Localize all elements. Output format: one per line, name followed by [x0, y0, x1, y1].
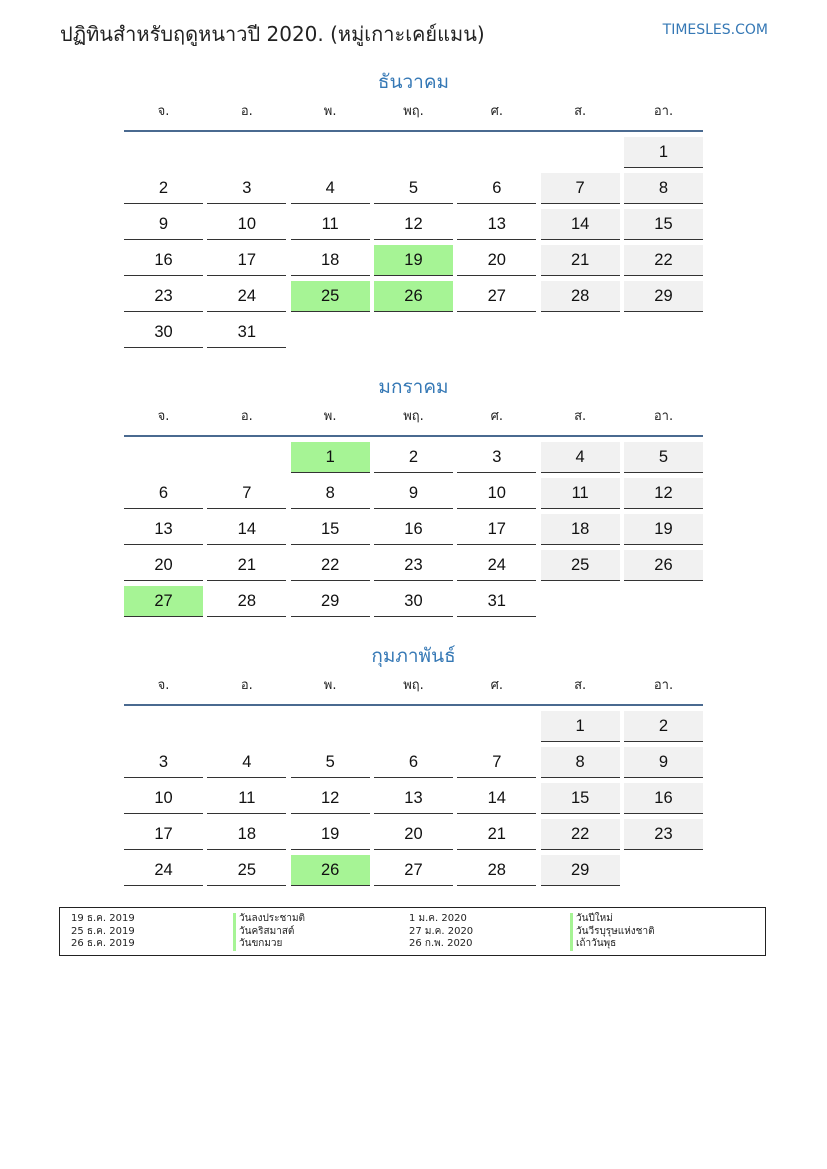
legend-date: 26 ก.พ. 2020 [409, 938, 473, 949]
empty-cell [457, 711, 536, 742]
day-cell: 24 [124, 855, 203, 886]
day-cell: 30 [124, 317, 203, 348]
holiday-legend [59, 907, 766, 956]
legend-date: 26 ธ.ค. 2019 [71, 938, 135, 949]
day-cell: 17 [457, 514, 536, 545]
day-cell: 23 [374, 550, 453, 581]
day-cell: 28 [457, 855, 536, 886]
weekday-label: พ. [323, 104, 337, 119]
month-name: มกราคม [378, 376, 449, 398]
days-grid [124, 137, 703, 348]
legend-holiday-name: วันคริสมาสต์ [233, 926, 305, 939]
weekday-label: อ. [240, 104, 253, 119]
legend-dates-2 [409, 913, 473, 951]
weekday-header [124, 671, 703, 706]
day-cell: 8 [541, 747, 620, 778]
day-cell: 15 [624, 209, 703, 240]
day-cell: 16 [374, 514, 453, 545]
legend-holiday-name: วันปีใหม่ [570, 913, 655, 926]
day-cell: 12 [374, 209, 453, 240]
legend-holiday-name: วันวีรบุรุษแห่งชาติ [570, 926, 655, 939]
holiday-day-cell: 1 [291, 442, 370, 473]
day-cell: 22 [541, 819, 620, 850]
days-grid [124, 442, 703, 617]
day-cell: 2 [374, 442, 453, 473]
day-cell: 7 [207, 478, 286, 509]
day-cell: 27 [457, 281, 536, 312]
day-cell: 26 [624, 550, 703, 581]
day-cell: 10 [457, 478, 536, 509]
empty-cell [124, 711, 203, 742]
day-cell: 5 [291, 747, 370, 778]
month-january [124, 372, 703, 617]
weekday-label: อา. [653, 104, 674, 119]
site-link[interactable]: TIMESLES.COM [662, 22, 768, 38]
day-cell: 4 [207, 747, 286, 778]
day-cell: 17 [207, 245, 286, 276]
legend-holiday-name: เถ้าวันพุธ [570, 938, 655, 951]
day-cell: 17 [124, 819, 203, 850]
day-cell: 28 [541, 281, 620, 312]
legend-names-2 [570, 913, 655, 951]
day-cell: 23 [624, 819, 703, 850]
empty-cell [291, 137, 370, 168]
days-grid [124, 711, 703, 886]
legend-date: 1 ม.ค. 2020 [409, 913, 467, 924]
day-cell: 1 [624, 137, 703, 168]
day-cell: 19 [624, 514, 703, 545]
day-cell: 21 [207, 550, 286, 581]
day-cell: 27 [374, 855, 453, 886]
empty-cell [207, 442, 286, 473]
day-cell: 16 [624, 783, 703, 814]
day-cell: 6 [457, 173, 536, 204]
weekday-label: พ. [323, 409, 337, 424]
day-cell: 9 [124, 209, 203, 240]
day-cell: 2 [624, 711, 703, 742]
day-cell: 10 [124, 783, 203, 814]
weekday-label: พ. [323, 678, 337, 693]
empty-cell [457, 137, 536, 168]
day-cell: 13 [457, 209, 536, 240]
day-cell: 5 [374, 173, 453, 204]
day-cell: 3 [207, 173, 286, 204]
weekday-header [124, 97, 703, 132]
day-cell: 23 [124, 281, 203, 312]
day-cell: 8 [291, 478, 370, 509]
day-cell: 11 [541, 478, 620, 509]
day-cell: 31 [207, 317, 286, 348]
weekday-label: จ. [157, 104, 170, 119]
legend-date: 19 ธ.ค. 2019 [71, 913, 135, 924]
month-december [124, 67, 703, 348]
weekday-label: ศ. [490, 104, 503, 119]
legend-date: 27 ม.ค. 2020 [409, 925, 474, 937]
day-cell: 18 [207, 819, 286, 850]
empty-cell [124, 442, 203, 473]
day-cell: 18 [291, 245, 370, 276]
weekday-header [124, 402, 703, 437]
day-cell: 3 [457, 442, 536, 473]
day-cell: 15 [541, 783, 620, 814]
day-cell: 9 [374, 478, 453, 509]
day-cell: 22 [624, 245, 703, 276]
holiday-day-cell: 19 [374, 245, 453, 276]
day-cell: 1 [541, 711, 620, 742]
weekday-label: อา. [653, 678, 674, 693]
day-cell: 2 [124, 173, 203, 204]
day-cell: 13 [124, 514, 203, 545]
day-cell: 12 [291, 783, 370, 814]
month-name: กุมภาพันธ์ [371, 645, 456, 667]
day-cell: 3 [124, 747, 203, 778]
day-cell: 11 [291, 209, 370, 240]
month-name: ธันวาคม [377, 71, 450, 93]
day-cell: 25 [541, 550, 620, 581]
day-cell: 8 [624, 173, 703, 204]
day-cell: 14 [207, 514, 286, 545]
day-cell: 16 [124, 245, 203, 276]
weekday-label: พฤ. [403, 409, 424, 424]
holiday-day-cell: 27 [124, 586, 203, 617]
day-cell: 4 [541, 442, 620, 473]
legend-holiday-name: วันขกมวย [233, 938, 305, 951]
day-cell: 28 [207, 586, 286, 617]
holiday-day-cell: 25 [291, 281, 370, 312]
day-cell: 7 [541, 173, 620, 204]
empty-cell [207, 711, 286, 742]
weekday-label: ศ. [490, 678, 503, 693]
day-cell: 19 [291, 819, 370, 850]
empty-cell [291, 711, 370, 742]
holiday-day-cell: 26 [291, 855, 370, 886]
weekday-label: จ. [157, 678, 170, 693]
day-cell: 4 [291, 173, 370, 204]
day-cell: 20 [457, 245, 536, 276]
weekday-label: พฤ. [403, 104, 424, 119]
day-cell: 29 [291, 586, 370, 617]
weekday-label: อ. [240, 678, 253, 693]
day-cell: 10 [207, 209, 286, 240]
day-cell: 29 [624, 281, 703, 312]
weekday-label: ส. [574, 104, 587, 119]
weekday-label: อา. [653, 409, 674, 424]
day-cell: 14 [457, 783, 536, 814]
day-cell: 13 [374, 783, 453, 814]
day-cell: 18 [541, 514, 620, 545]
day-cell: 20 [374, 819, 453, 850]
month-february [124, 641, 703, 886]
empty-cell [207, 137, 286, 168]
empty-cell [124, 137, 203, 168]
day-cell: 11 [207, 783, 286, 814]
day-cell: 7 [457, 747, 536, 778]
legend-names-1 [233, 913, 305, 951]
weekday-label: พฤ. [403, 678, 424, 693]
empty-cell [541, 137, 620, 168]
day-cell: 24 [457, 550, 536, 581]
day-cell: 25 [207, 855, 286, 886]
empty-cell [374, 137, 453, 168]
page-title: ปฏิทินสำหรับฤดูหนาวปี 2020. (หมู่เกาะเคย์แมน) [60, 22, 485, 46]
day-cell: 31 [457, 586, 536, 617]
legend-date: 25 ธ.ค. 2019 [71, 925, 135, 937]
day-cell: 5 [624, 442, 703, 473]
day-cell: 21 [541, 245, 620, 276]
day-cell: 12 [624, 478, 703, 509]
day-cell: 15 [291, 514, 370, 545]
weekday-label: ส. [574, 409, 587, 424]
day-cell: 22 [291, 550, 370, 581]
day-cell: 30 [374, 586, 453, 617]
day-cell: 9 [624, 747, 703, 778]
day-cell: 24 [207, 281, 286, 312]
legend-holiday-name: วันลงประชามติ [233, 913, 305, 926]
day-cell: 6 [124, 478, 203, 509]
weekday-label: จ. [157, 409, 170, 424]
day-cell: 20 [124, 550, 203, 581]
day-cell: 14 [541, 209, 620, 240]
weekday-label: ส. [574, 678, 587, 693]
weekday-label: อ. [240, 409, 253, 424]
legend-dates-1 [71, 913, 135, 951]
day-cell: 6 [374, 747, 453, 778]
day-cell: 21 [457, 819, 536, 850]
day-cell: 29 [541, 855, 620, 886]
empty-cell [374, 711, 453, 742]
holiday-day-cell: 26 [374, 281, 453, 312]
weekday-label: ศ. [490, 409, 503, 424]
